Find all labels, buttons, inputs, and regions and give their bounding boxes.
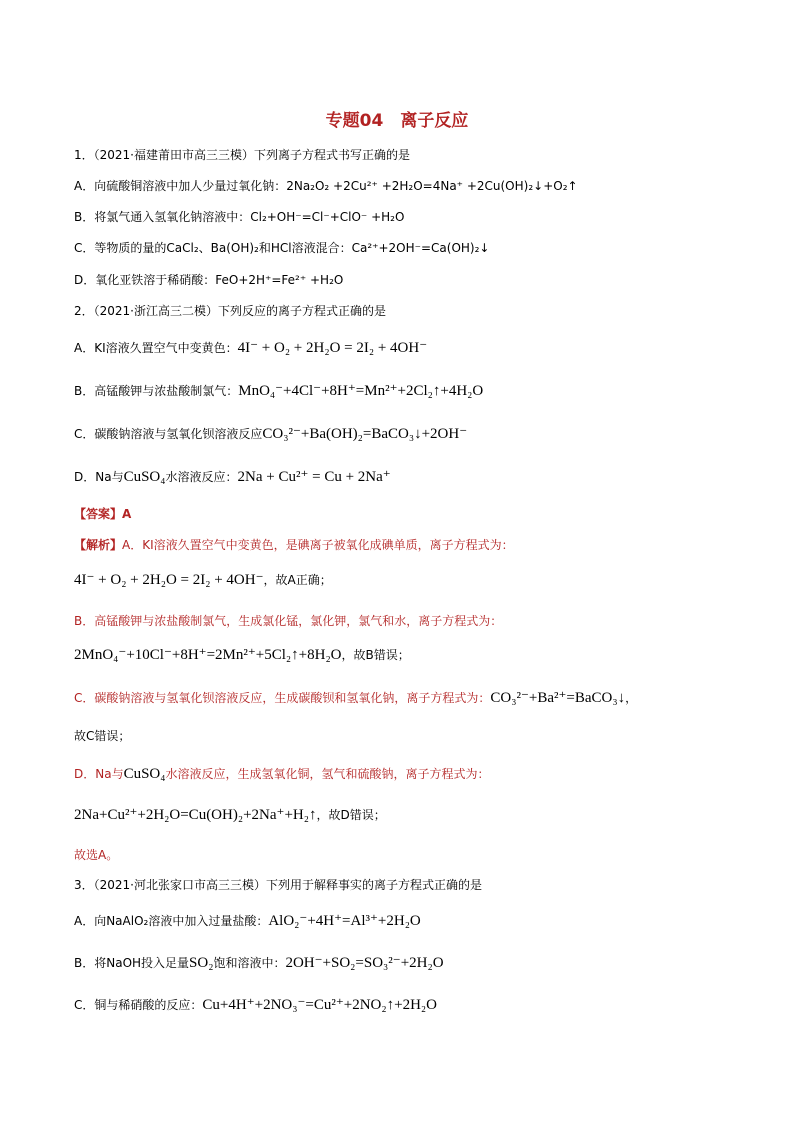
q1-option-c: C．等物质的量的CaCl₂、Ba(OH)₂和HCl溶液混合：Ca²⁺+2OH⁻=Ca(OH)₂↓ xyxy=(74,241,490,255)
q3-option-a-text: A．向NaAlO₂溶液中加入过量盐酸： xyxy=(74,914,269,928)
q1-stem: 1．（2021·福建莆田市高三三模）下列离子方程式书写正确的是 xyxy=(74,148,410,162)
analysis-c-conclusion: 故C错误； xyxy=(74,729,131,743)
q2-option-a-equation: 4I⁻ + O₂ + 2H₂O = 2I₂ + 4OH⁻ xyxy=(237,340,428,356)
analysis-a-equation-line xyxy=(74,571,332,589)
q2-option-b xyxy=(74,382,483,400)
analysis-option-c xyxy=(74,689,637,707)
q2-stem: 2．（2021·浙江高三二模）下列反应的离子方程式正确的是 xyxy=(74,304,386,318)
analysis-d-equation-line xyxy=(74,806,386,824)
q2-option-b-text: B．高锰酸钾与浓盐酸制氯气： xyxy=(74,384,239,398)
q2-option-d-equation: 2Na + Cu²⁺ = Cu + 2Na⁺ xyxy=(237,469,391,485)
analysis-a-tail: ，故A正确； xyxy=(263,573,332,587)
analysis-b-equation: 2MnO₄⁻+10Cl⁻+8H⁺=2Mn²⁺+5Cl₂↑+8H₂O xyxy=(74,647,342,663)
q3-option-b xyxy=(74,954,444,972)
q2-option-d-text-2: 水溶液反应： xyxy=(165,470,238,484)
q2-option-a-text: A．KI溶液久置空气中变黄色： xyxy=(74,341,238,355)
answer-label: 【答案】A xyxy=(74,507,132,521)
q3-option-a-equation: AlO₂⁻+4H⁺=Al³⁺+2H₂O xyxy=(268,913,421,929)
q2-option-c xyxy=(74,425,467,443)
q2-option-c-equation: CO₃²⁻+Ba(OH)₂=BaCO₃↓+2OH⁻ xyxy=(262,426,468,442)
analysis-b-tail: ，故B错误； xyxy=(341,648,410,662)
analysis-a-text: A．KI溶液久置空气中变黄色，是碘离子被氧化成碘单质，离子方程式为： xyxy=(122,538,514,552)
q3-option-b-equation: 2OH⁻+SO₂=SO₃²⁻+2H₂O xyxy=(285,955,444,971)
analysis-conclusion: 故选A。 xyxy=(74,848,119,862)
analysis-a-equation: 4I⁻ + O₂ + 2H₂O = 2I₂ + 4OH⁻ xyxy=(74,572,264,588)
analysis-d-text-2: 水溶液反应，生成氢氧化铜，氢气和硫酸钠，离子方程式为： xyxy=(165,767,490,781)
analysis-c-text: C．碳酸钠溶液与氢氧化钡溶液反应，生成碳酸钡和氢氧化钠，离子方程式为： xyxy=(74,691,491,705)
q1-option-b: B．将氯气通入氢氧化钠溶液中：Cl₂+OH⁻=Cl⁻+ClO⁻ +H₂O xyxy=(74,210,405,224)
analysis-heading: 【解析】 xyxy=(74,538,123,552)
analysis-option-a xyxy=(74,536,514,554)
q2-option-b-equation: MnO₄⁻+4Cl⁻+8H⁺=Mn²⁺+2Cl₂↑+4H₂O xyxy=(238,383,484,399)
q2-option-a xyxy=(74,339,427,357)
analysis-c-tail: ， xyxy=(625,691,638,705)
analysis-d-tail: ，故D错误； xyxy=(316,808,386,822)
analysis-c-equation: CO₃²⁻+Ba²⁺=BaCO₃↓ xyxy=(490,690,626,706)
q3-option-c-text: C．铜与稀硝酸的反应： xyxy=(74,998,203,1012)
q3-stem: 3．（2021·河北张家口市高三三模）下列用于解释事实的离子方程式正确的是 xyxy=(74,878,482,892)
analysis-d-formula: CuSO₄ xyxy=(123,766,166,782)
q3-option-c-equation: Cu+4H⁺+2NO₃⁻=Cu²⁺+2NO₂↑+2H₂O xyxy=(202,997,437,1013)
document-title: 专题04 离子反应 xyxy=(325,111,469,131)
q2-option-d-text: D．Na与 xyxy=(74,470,124,484)
analysis-option-b: B．高锰酸钾与浓盐酸制氯气，生成氯化锰，氯化钾，氯气和水，离子方程式为： xyxy=(74,614,503,628)
q3-option-b-text-2: 饱和溶液中： xyxy=(213,956,286,970)
q3-option-c xyxy=(74,996,437,1014)
q1-option-a: A．向硫酸铜溶液中加人少量过氧化钠：2Na₂O₂ +2Cu²⁺ +2H₂O=4Na⁺ +2Cu(OH)₂↓+O₂↑ xyxy=(74,179,578,193)
q2-option-c-text: C．碳酸钠溶液与氢氧化钡溶液反应 xyxy=(74,427,263,441)
q3-option-a xyxy=(74,912,421,930)
analysis-d-equation: 2Na+Cu²⁺+2H₂O=Cu(OH)₂+2Na⁺+H₂↑ xyxy=(74,807,317,823)
q1-option-d: D．氧化亚铁溶于稀硝酸：FeO+2H⁺=Fe²⁺ +H₂O xyxy=(74,273,344,287)
analysis-option-d xyxy=(74,765,490,783)
analysis-b-equation-line xyxy=(74,646,410,664)
q3-option-b-formula: SO₂ xyxy=(189,955,214,971)
analysis-d-text: D．Na与 xyxy=(74,767,124,781)
q2-option-d-formula: CuSO₄ xyxy=(123,469,166,485)
q2-option-d xyxy=(74,468,391,486)
q3-option-b-text: B．将NaOH投入足量 xyxy=(74,956,190,970)
